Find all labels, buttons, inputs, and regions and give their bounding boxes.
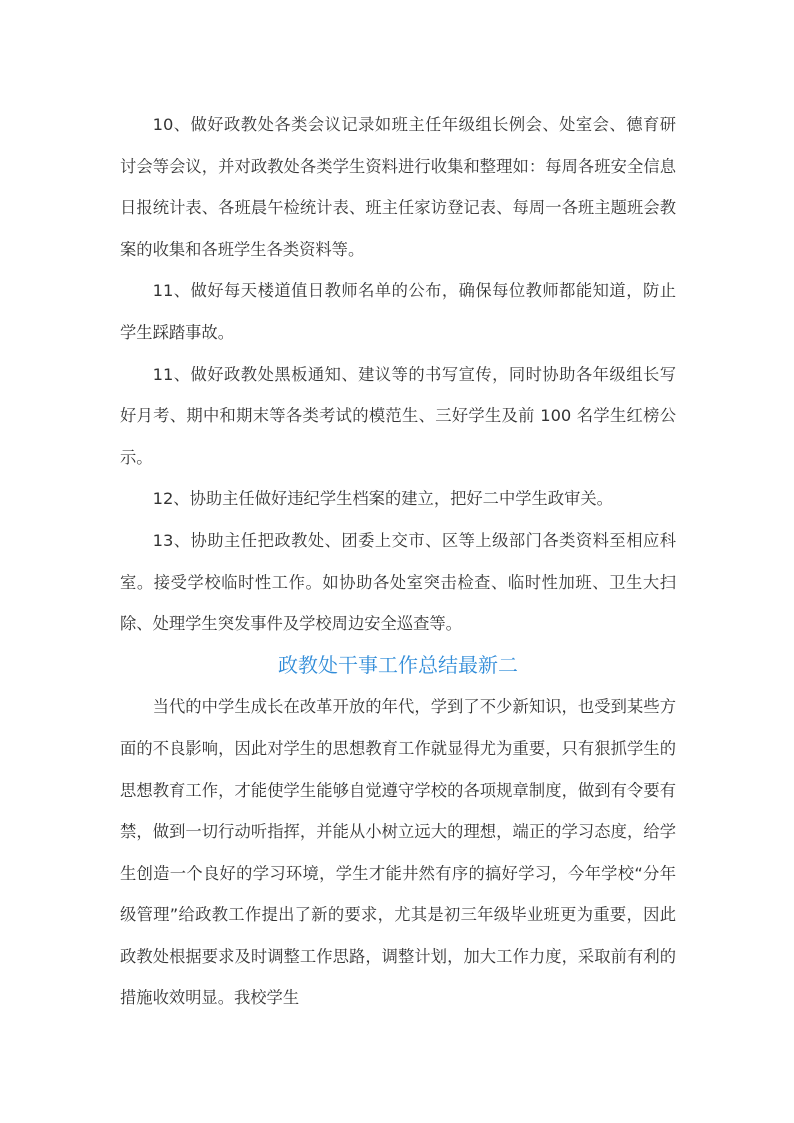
paragraph-section-two-intro: 当代的中学生成长在改革开放的年代，学到了不少新知识，也受到某些方面的不良影响，因此对学生的思想教育工作就显得尤为重要，只有狠抓学生的思想教育工作，才能使学生能够自觉遵守学校的各项规章制度，做到有令要有禁，做到一切行动听指挥，并能从小树立远大的理想，端正的学习态度，给学生创造一个良好的学习环境，学生才能井然有序的搞好学习，今年学校“分年级管理”给政教工作提出了新的要求，尤其是初三年级毕业班更为重要，因此政教处根据要求及时调整工作思路，调整计划，加大工作力度，采取前有利的措施收效明显。我校学生 (120, 697, 676, 1008)
paragraph-item-11-blackboard: 11、做好政教处黑板通知、建议等的书写宣传，同时协助各年级组长写好月考、期中和期末等各类考试的模范生、三好学生及前 100 名学生红榜公示。 (120, 364, 676, 467)
paragraph-item-12: 12、协助主任做好违纪学生档案的建立，把好二中学生政审关。 (152, 489, 613, 509)
paragraph-item-13: 13、协助主任把政教处、团委上交市、区等上级部门各类资料至相应科室。接受学校临时性工作。如协助各处室突击检查、临时性加班、卫生大扫除、处理学生突发事件及学校周边安全巡查等。 (120, 530, 676, 634)
paragraph-item-11-duty-roster: 11、做好每天楼道值日教师名单的公布，确保每位教师都能知道，防止学生踩踏事故。 (120, 281, 676, 342)
section-title: 政教处干事工作总结最新二 (278, 652, 518, 677)
document-body (120, 104, 676, 1019)
paragraph-item-10: 10、做好政教处各类会议记录如班主任年级组长例会、处室会、德育研讨会等会议，并对政教处各类学生资料进行收集和整理如：每周各班安全信息日报统计表、各班晨午检统计表、班主任家访登记表、每周一各班主题班会教案的收集和各班学生各类资料等。 (120, 115, 676, 259)
